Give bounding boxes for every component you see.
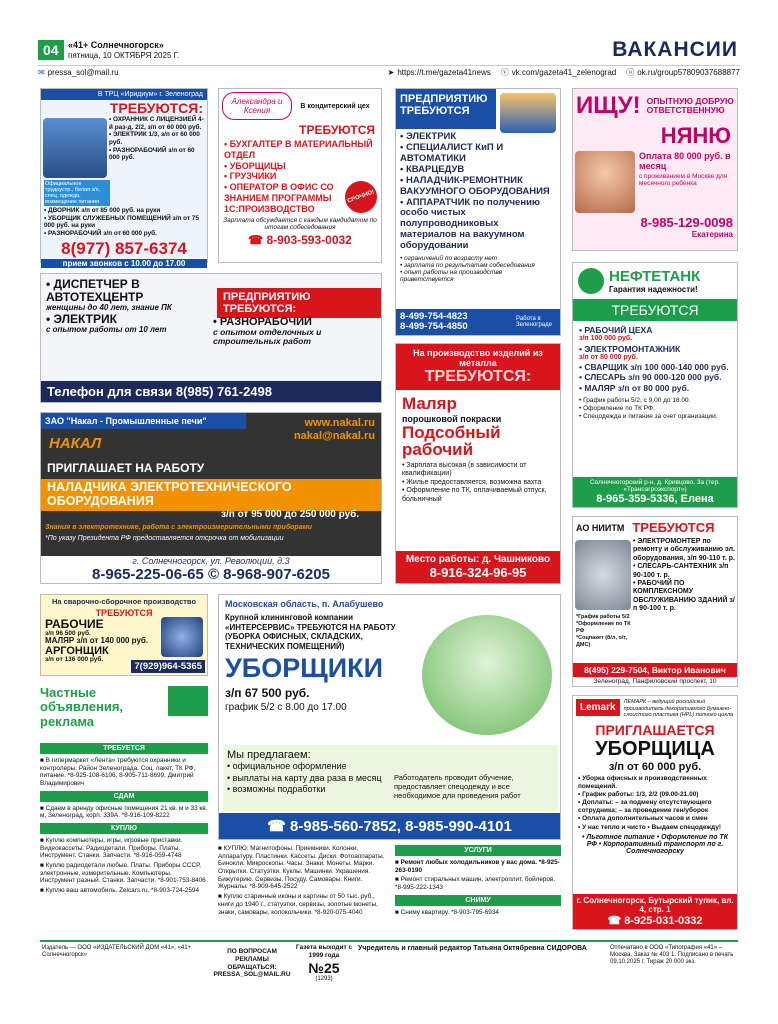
- ad7-phone: 8-965-359-5336, Елена: [596, 493, 714, 505]
- classifieds-column-3: [395, 845, 561, 935]
- mother-photo: [575, 151, 635, 213]
- ad5-item: с опытом отделочных и строительных работ: [213, 327, 322, 347]
- ad11-top: Московская область, п. Алабушево: [225, 599, 384, 609]
- classified-item: ■ Ремонт стиральных машин, электроплит, бойлеров. *8-995-222-1343: [395, 876, 556, 892]
- paper-title: «41+ Солнечногорск»: [68, 40, 164, 50]
- ad-nanny: [572, 88, 738, 251]
- ad4-cond: с проживанием в Москве для месячного ребенка: [639, 173, 728, 187]
- ad9-perk: *Оформление по ТК РФ: [576, 620, 631, 634]
- ad5-item: с опытом работы от 10 лет: [46, 325, 167, 335]
- ad8-addr: г. Солнечногорск, ул. Революции, д.3: [132, 556, 290, 566]
- ad8-note2: *По указу Президента РФ предоставляется отсрочка от мобилизации: [45, 535, 284, 542]
- section-wanted: ТРЕБУЕТСЯ: [40, 743, 208, 754]
- ok-icon: ⓞ: [626, 67, 635, 77]
- ad2-phone: ☎ 8-903-593-0032: [248, 232, 352, 247]
- ad9-item: • ЭЛЕКТРОМОНТЕР по ремонту и обслуживанию эл. оборудования, з/п 90-110 т. р.: [633, 538, 735, 562]
- issue-date: пятница, 10 ОКТЯБРЯ 2025 Г.: [68, 51, 180, 60]
- ad9-title: ТРЕБУЮТСЯ: [632, 520, 715, 535]
- ad3-item: • НАЛАДЧИК-РЕМОНТНИК ВАКУУМНОГО ОБОРУДОВАНИЯ: [400, 174, 550, 197]
- ad6-item: порошковой покраски: [402, 414, 502, 424]
- ad9-phone: 8(495) 229-7504, Виктор Иванович: [573, 663, 737, 677]
- classifieds-column-2: [218, 845, 388, 935]
- section-title: ВАКАНСИИ: [612, 38, 738, 61]
- ad5-title: ПРЕДПРИЯТИЮ ТРЕБУЮТСЯ:: [217, 288, 381, 318]
- ad-welding: [40, 594, 208, 676]
- ad3-note: • зарплата по результатам собеседования: [400, 262, 535, 270]
- ad6-note: • Оформление по ТК, оплачиваемый отпуск, больничный: [402, 487, 547, 503]
- ad3-title: ПРЕДПРИЯТИЮ ТРЕБУЮТСЯ: [396, 89, 496, 129]
- ad9-addr: Зеленоград, Панфиловский проспект, 10: [593, 678, 717, 685]
- ad11-note: Работодатель проводит обучение, предоставляет спецодежду и все необходимое для проведения работ: [394, 773, 521, 800]
- ad11-pay: з/п 67 500 руб.: [225, 686, 310, 701]
- ad12-role: УБОРЩИЦА: [595, 737, 715, 760]
- ad3-item: • КВАРЦЕДУВ: [400, 163, 465, 175]
- ad7-note: • Спецодежда и питание за счет организации.: [579, 412, 718, 420]
- ad9-company: АО НИИТМ: [576, 522, 625, 533]
- ad4-phone: 8-985-129-0098: [640, 215, 733, 230]
- ad7-slogan: Гарантия надежности!: [609, 285, 698, 294]
- section-services: УСЛУГИ: [395, 845, 561, 856]
- vk-icon: ⓥ: [500, 67, 509, 77]
- ad4-pay: Оплата 80 000 руб. в месяц: [639, 151, 731, 171]
- ad12-perks: • Льготное питание • Оформление по ТК РФ • Корпоративный транспорт по г. Солнечногорску: [581, 833, 729, 855]
- ad10-item: АРГОНЩИК: [45, 644, 109, 657]
- ad-iridium: [40, 88, 208, 268]
- ad1-title: ТРЕБУЮТСЯ:: [109, 100, 203, 116]
- neftetank-logo-icon: [578, 268, 604, 294]
- ad7-item: • РАБОЧИЙ ЦЕХА: [579, 325, 653, 335]
- ad11-offer: Мы предлагаем:: [227, 749, 311, 761]
- header-email[interactable]: pressa_sol@mail.ru: [47, 67, 119, 77]
- footer: [40, 940, 738, 984]
- ad5-item: • РАЗНОРАБОЧИЙ: [213, 316, 312, 328]
- telegram-icon: ➤: [387, 67, 395, 77]
- ad2-item: • ГРУЗЧИКИ: [224, 171, 277, 182]
- classifieds-logo-block: [168, 686, 208, 716]
- ad-nakal: [40, 412, 382, 584]
- ad9-perk: *Соцпакет (б/л, о/т, ДМС): [576, 634, 628, 649]
- ad-lemark: [572, 695, 738, 930]
- classified-item: ■ КУПЛЮ: Магнитофоны. Приемники. Колонки. Аппаратуру. Пластинки. Кассеты. Диски. Фотоаппараты. Бинокли. Микроскопы. Часы. Знаки. Монеты. Марки. Открытки. Статуэтки. Куклы. Машинки. Украшения. Бижутерию. Сервизы. Посуду. Самовары. Книги. Журналы. *8-909-645-2522: [218, 845, 385, 891]
- ad6-item: Подсобный: [402, 423, 501, 442]
- footer-publisher: Издатель — ООО «ИЗДАТЕЛЬСКИЙ ДОМ «41», «41+ Солнечногорск»: [42, 945, 192, 959]
- ad-autocenter: [40, 273, 382, 403]
- ad8-role: НАЛАДЧИКА ЭЛЕКТРОТЕХНИЧЕСКОГО ОБОРУДОВАНИЯ: [47, 480, 292, 508]
- classified-item: ■ Куплю старинные иконы и картины от 50 тыс. руб., книги до 1940 г., статуэтки, сервизы, золотые монеты, знаки, самовары, колокольчики. *8-920-075-4040: [218, 893, 378, 916]
- ad2-item: • ОПЕРАТОР В ОФИС СО ЗНАНИЕМ ПРОГРАММЫ 1С:ПРОИЗВОДСТВО: [224, 182, 334, 214]
- ad7-item: • ЭЛЕКТРОМОНТАЖНИК: [579, 343, 681, 354]
- ad7-note: • Оформление по ТК РФ.: [579, 404, 655, 412]
- ad7-item: • МАЛЯР з/п от 80 000 руб.: [579, 382, 690, 393]
- classified-item: ■ Сниму квартиру. *8-903-795-6934: [395, 908, 499, 916]
- ad10-item: МАЛЯР з/п от 140 000 руб.: [45, 636, 149, 646]
- ad6-item: рабочий: [402, 440, 474, 459]
- footer-editor: Учредитель и главный редактор Татьяна Октябревна СИДОРОВА: [358, 945, 587, 952]
- urgent-badge: СРОЧНО!: [340, 176, 381, 217]
- ad3-phone: 8-499-754-4823: [400, 310, 468, 322]
- ad7-title: ТРЕБУЮТСЯ: [573, 299, 737, 321]
- section-buy: КУПЛЮ: [40, 823, 208, 834]
- ad10-phone: 7(929)964-5365: [131, 660, 205, 673]
- ad4-name: Екатерина: [691, 230, 733, 239]
- ad5-phone: Телефон для связи 8(985) 761-2498: [41, 381, 381, 402]
- ad12-item: • Уборка офисных и производственных помещений.: [578, 774, 707, 790]
- ad9-item: • СЛЕСАРЬ-САНТЕХНИК з/п 90-100 т. р.: [633, 563, 729, 579]
- ad11-text: Крупной клининговой компании «ИНТЕРСЕРВИС» ТРЕБУЮТСЯ НА РАБОТУ (УБОРКА ОФИСНЫХ, СКЛАДСКИХ, ТЕХНИЧЕСКИХ ПОМЕЩЕНИЙ): [225, 613, 396, 651]
- ad6-req: ТРЕБУЮТСЯ:: [424, 368, 532, 385]
- ad8-phones: 8-965-225-06-65 © 8-968-907-6205: [92, 566, 330, 583]
- ad8-mail[interactable]: nakal@nakal.ru: [293, 430, 375, 443]
- brand-logo: Александра и Ксения: [222, 92, 292, 120]
- ad2-item: • БУХГАЛТЕР В МАТЕРИАЛЬНЫЙ ОТДЕЛ: [224, 139, 373, 160]
- ad9-item: • РАБОЧИЙ ПО КОМПЛЕКСНОМУ ОБСЛУЖИВАНИЮ ЗДАНИЙ з/п 90-100 т. р.: [633, 579, 735, 613]
- ad8-site[interactable]: www.nakal.ru: [304, 417, 375, 429]
- ad11-phones: ☎ 8-985-560-7852, 8-985-990-4101: [219, 813, 560, 839]
- ad6-note: • Жилье предоставляется, возможна вахта: [402, 478, 542, 486]
- ad2-note: Зарплата обсуждается с каждым кандидатом по итогам собеседования: [223, 216, 377, 231]
- ad11-role: УБОРЩИКИ: [225, 653, 384, 684]
- ad1-phone: 8(977) 857-6374: [61, 238, 187, 258]
- page-number: 04: [38, 40, 64, 60]
- ad10-top: На сварочно-сборочное производство: [51, 597, 197, 606]
- ad11-item: • официальное оформление: [227, 761, 347, 771]
- ad1-item: • ДВОРНИК з/п от 85 000 руб. на руки: [44, 207, 161, 214]
- ad11-item: • возможны подработки: [227, 784, 326, 795]
- ad7-addr: Солнечногорский р-н, д. Кривцово, 3а (тер. «Трансагроэкспорт»): [589, 479, 721, 493]
- ad7-item: з/п 100 000 руб.: [579, 335, 633, 343]
- ad12-phone: ☎ 8-925-031-0332: [607, 915, 703, 927]
- ad1-top: В ТРЦ «Иридиум» г. Зеленоград: [41, 89, 207, 100]
- vk-link[interactable]: vk.com/gazeta41_zelenograd: [511, 67, 617, 77]
- ad8-company: ЗАО "Накал - Промышленные печи": [41, 413, 246, 429]
- classified-item: ■ Куплю радиодетали любые. Платы. Приборы СССР, электронные, измерительные. Компьютеры. Инструмент разный. Станки. Запчасти. *8-901-753-8406: [40, 862, 206, 885]
- ad12-pay: з/п от 60 000 руб.: [608, 760, 702, 773]
- ad12-addr: г. Солнечногорск, Бутырский тупик, вл. 4, стр. 1: [576, 896, 734, 914]
- ad-interservice: [218, 594, 561, 840]
- ad3-note: • опыт работы на производстве приветствуется: [400, 269, 503, 284]
- neftetank-logo: НЕФТЕТАНК: [609, 268, 701, 285]
- ad8-note: Знания в электротехнике, работа с электроизмерительными приборами: [45, 524, 313, 531]
- ad12-item: • У нас тепло и чисто • Выдаем спецодежду!: [578, 823, 721, 831]
- ad11-sched: график 5/2 с 8.00 до 17.00: [225, 702, 347, 714]
- ad3-item: • АППАРАТЧИК по получению особо чистых полупроводниковых материалов на вакуумном оборудовании: [400, 196, 541, 252]
- ad2-title: ТРЕБУЮТСЯ: [299, 123, 375, 137]
- ad-metal-production: [395, 343, 561, 584]
- ad7-item: • СВАРЩИК з/п 100 000-140 000 руб.: [579, 362, 729, 373]
- ad4-role: НЯНЮ: [660, 123, 731, 148]
- ad2-item: • УБОРЩИЦЫ: [224, 160, 286, 171]
- classified-item: ■ Куплю компьютеры, игры, игровые приставки. Видеокассеты. Радиодетали. Приборы. Платы. Инструмент. Станки. Запчасти. *8-916-059-4748: [40, 837, 183, 860]
- ok-link[interactable]: ok.ru/group57809037688877: [637, 67, 740, 77]
- ad7-item: • СЛЕСАРЬ з/п 90 000-120 000 руб.: [579, 372, 722, 383]
- ad7-item: з/п от 80 000 руб.: [579, 353, 638, 361]
- ad1-hours: прием звонков с 10.00 до 17.00: [41, 259, 207, 268]
- ad-confectionery: [218, 88, 382, 263]
- ad6-place: Место работы: д. Чашниково: [405, 554, 551, 565]
- ad5-item: • ЭЛЕКТРИК: [46, 312, 117, 327]
- mail-icon: ✉: [38, 67, 45, 77]
- ad2-top: В кондитерский цех: [300, 102, 370, 110]
- classified-item: ■ В гипермаркет «Лента» требуются охранники и контролеры. Район Зеленограда. Соц. пакет, ТК РФ, питание. *8-925-108-6106, 8-905-711-8699, Дмитрий Владимирович: [40, 756, 196, 787]
- ad10-req: ТРЕБУЮТСЯ: [95, 608, 153, 618]
- ad1-item: • РАЗНОРАБОЧИЙ з/п от 60 000 руб.: [109, 146, 195, 162]
- ad3-item: • СПЕЦИАЛИСТ КиП И АВТОМАТИКИ: [400, 141, 504, 164]
- section-rent: СДАМ: [40, 791, 208, 802]
- classified-item: ■ Куплю ваш автомобиль. Zelcars.ru. *8-903-724-2594: [40, 887, 200, 895]
- ad1-item: • ОХРАННИК С ЛИЦЕНЗИЕЙ 4-й раз-д. 2/2, з/п от 60 000 руб.: [109, 116, 204, 131]
- ad12-item: • Доплаты: – за подмену отсутствующего сотрудника; – за проведение ген/уборок: [578, 799, 712, 815]
- ad4-title: ИЩУ!: [576, 92, 641, 119]
- footer-since: Газета выходит с 1999 года: [295, 944, 353, 959]
- classified-item: ■ Сдаем в аренду офисные помещения 21 кв. м и 33 кв. м, Зеленоград, корп. 339А. *8-916-109-8222: [40, 804, 208, 820]
- ad3-phone: 8-499-754-4850: [400, 321, 468, 332]
- classified-item: ■ Ремонт любых холодильников у вас дома. *8-925-263-0190: [395, 859, 560, 874]
- ad3-place: Работа в Зеленограде: [516, 316, 552, 328]
- worker-photo: [500, 93, 556, 133]
- ad6-title: На производство изделий из металла: [413, 348, 543, 368]
- ad12-text: ЛЕМАРК – ведущий российский производитель декоративного бумажно-слоистого пластика (HPL) полного цикла: [623, 699, 734, 719]
- ad4-sub: ОПЫТНУЮ ДОБРУЮ ОТВЕТСТВЕННУЮ: [646, 95, 734, 115]
- ad5-item: женщины до 40 лет, знание ПК: [46, 303, 172, 313]
- ad-neftetank: [572, 262, 738, 508]
- ad10-item: з/п от 136 000 руб.: [45, 656, 104, 664]
- ad6-phone: 8-916-324-96-95: [429, 565, 527, 580]
- ad-enterprise: [395, 88, 561, 336]
- classifieds-title: Частные объявления, реклама: [40, 685, 124, 729]
- footer-issue: №25: [308, 959, 340, 976]
- ad8-invite: ПРИГЛАШАЕТ НА РАБОТУ: [47, 461, 205, 475]
- ad6-item: Маляр: [402, 394, 457, 413]
- ad1-item: • ЭЛЕКТРИК 1/3, з/п от 60 000 руб.: [109, 131, 200, 147]
- lemark-logo: Lemark: [576, 699, 620, 716]
- ad1-item: • УБОРЩИК СЛУЖЕБНЫХ ПОМЕЩЕНИЙ з/п от 75 000 руб. на руки: [44, 214, 199, 230]
- footer-ads: ПО ВОПРОСАМ РЕКЛАМЫ ОБРАЩАТЬСЯ: PRESSA_SOL@MAIL.RU: [213, 948, 291, 979]
- gear-worker-icon: [575, 540, 631, 610]
- ad-niitm: [572, 516, 738, 687]
- telegram-link[interactable]: https://t.me/gazeta41news: [397, 67, 491, 77]
- section-rent-wanted: СНИМУ: [395, 895, 561, 906]
- ad10-item: з/п 96 500 руб.: [45, 629, 91, 637]
- ad12-item: • Оплата дополнительных часов и смен: [578, 815, 708, 823]
- ad1-badge: Официальное трудоустр., белая з/п, спец. одежда, возмещение питания: [44, 180, 110, 206]
- ad12-item: • График работы: 1/3, 2/2 (09.00-21.00): [578, 791, 699, 799]
- ad3-item: • ЭЛЕКТРИК: [400, 131, 457, 142]
- ad10-item: РАБОЧИЕ: [45, 617, 104, 631]
- classifieds-column: [40, 686, 208, 936]
- ad1-item: • РАЗНОРАБОЧИЙ з/п от 60 000 руб.: [44, 230, 157, 238]
- ad12-title: ПРИГЛАШАЕТСЯ: [595, 721, 715, 738]
- welder-photo: [161, 617, 203, 657]
- ad11-item: • выплаты на карту два раза в месяц: [227, 772, 382, 783]
- footer-issue-total: (1293): [315, 976, 333, 983]
- staff-photo: [43, 118, 107, 178]
- ad6-note: • Зарплата высокая (в зависимости от квалификации): [402, 462, 527, 478]
- footer-print: Отпечатано в ООО «Типография «41» – Москва. Заказ № 403 1. Подписано в печать 09.10.2025 г. Тираж 20 000 экз.: [610, 945, 734, 966]
- ad7-note: • График работы 5/2, с 9.00 до 18.00.: [579, 396, 691, 404]
- nakal-logo: НАКАЛ: [49, 435, 102, 452]
- ad5-item: • ДИСПЕТЧЕР В АВТОТЕХЦЕНТР: [46, 277, 144, 305]
- ad8-pay: з/п от 95 000 до 250 000 руб.: [221, 509, 360, 520]
- ad9-perk: *График работы 5/2: [576, 613, 630, 620]
- ad3-note: • ограничений по возрасту нет: [400, 255, 498, 263]
- cleaners-photo: [422, 615, 552, 735]
